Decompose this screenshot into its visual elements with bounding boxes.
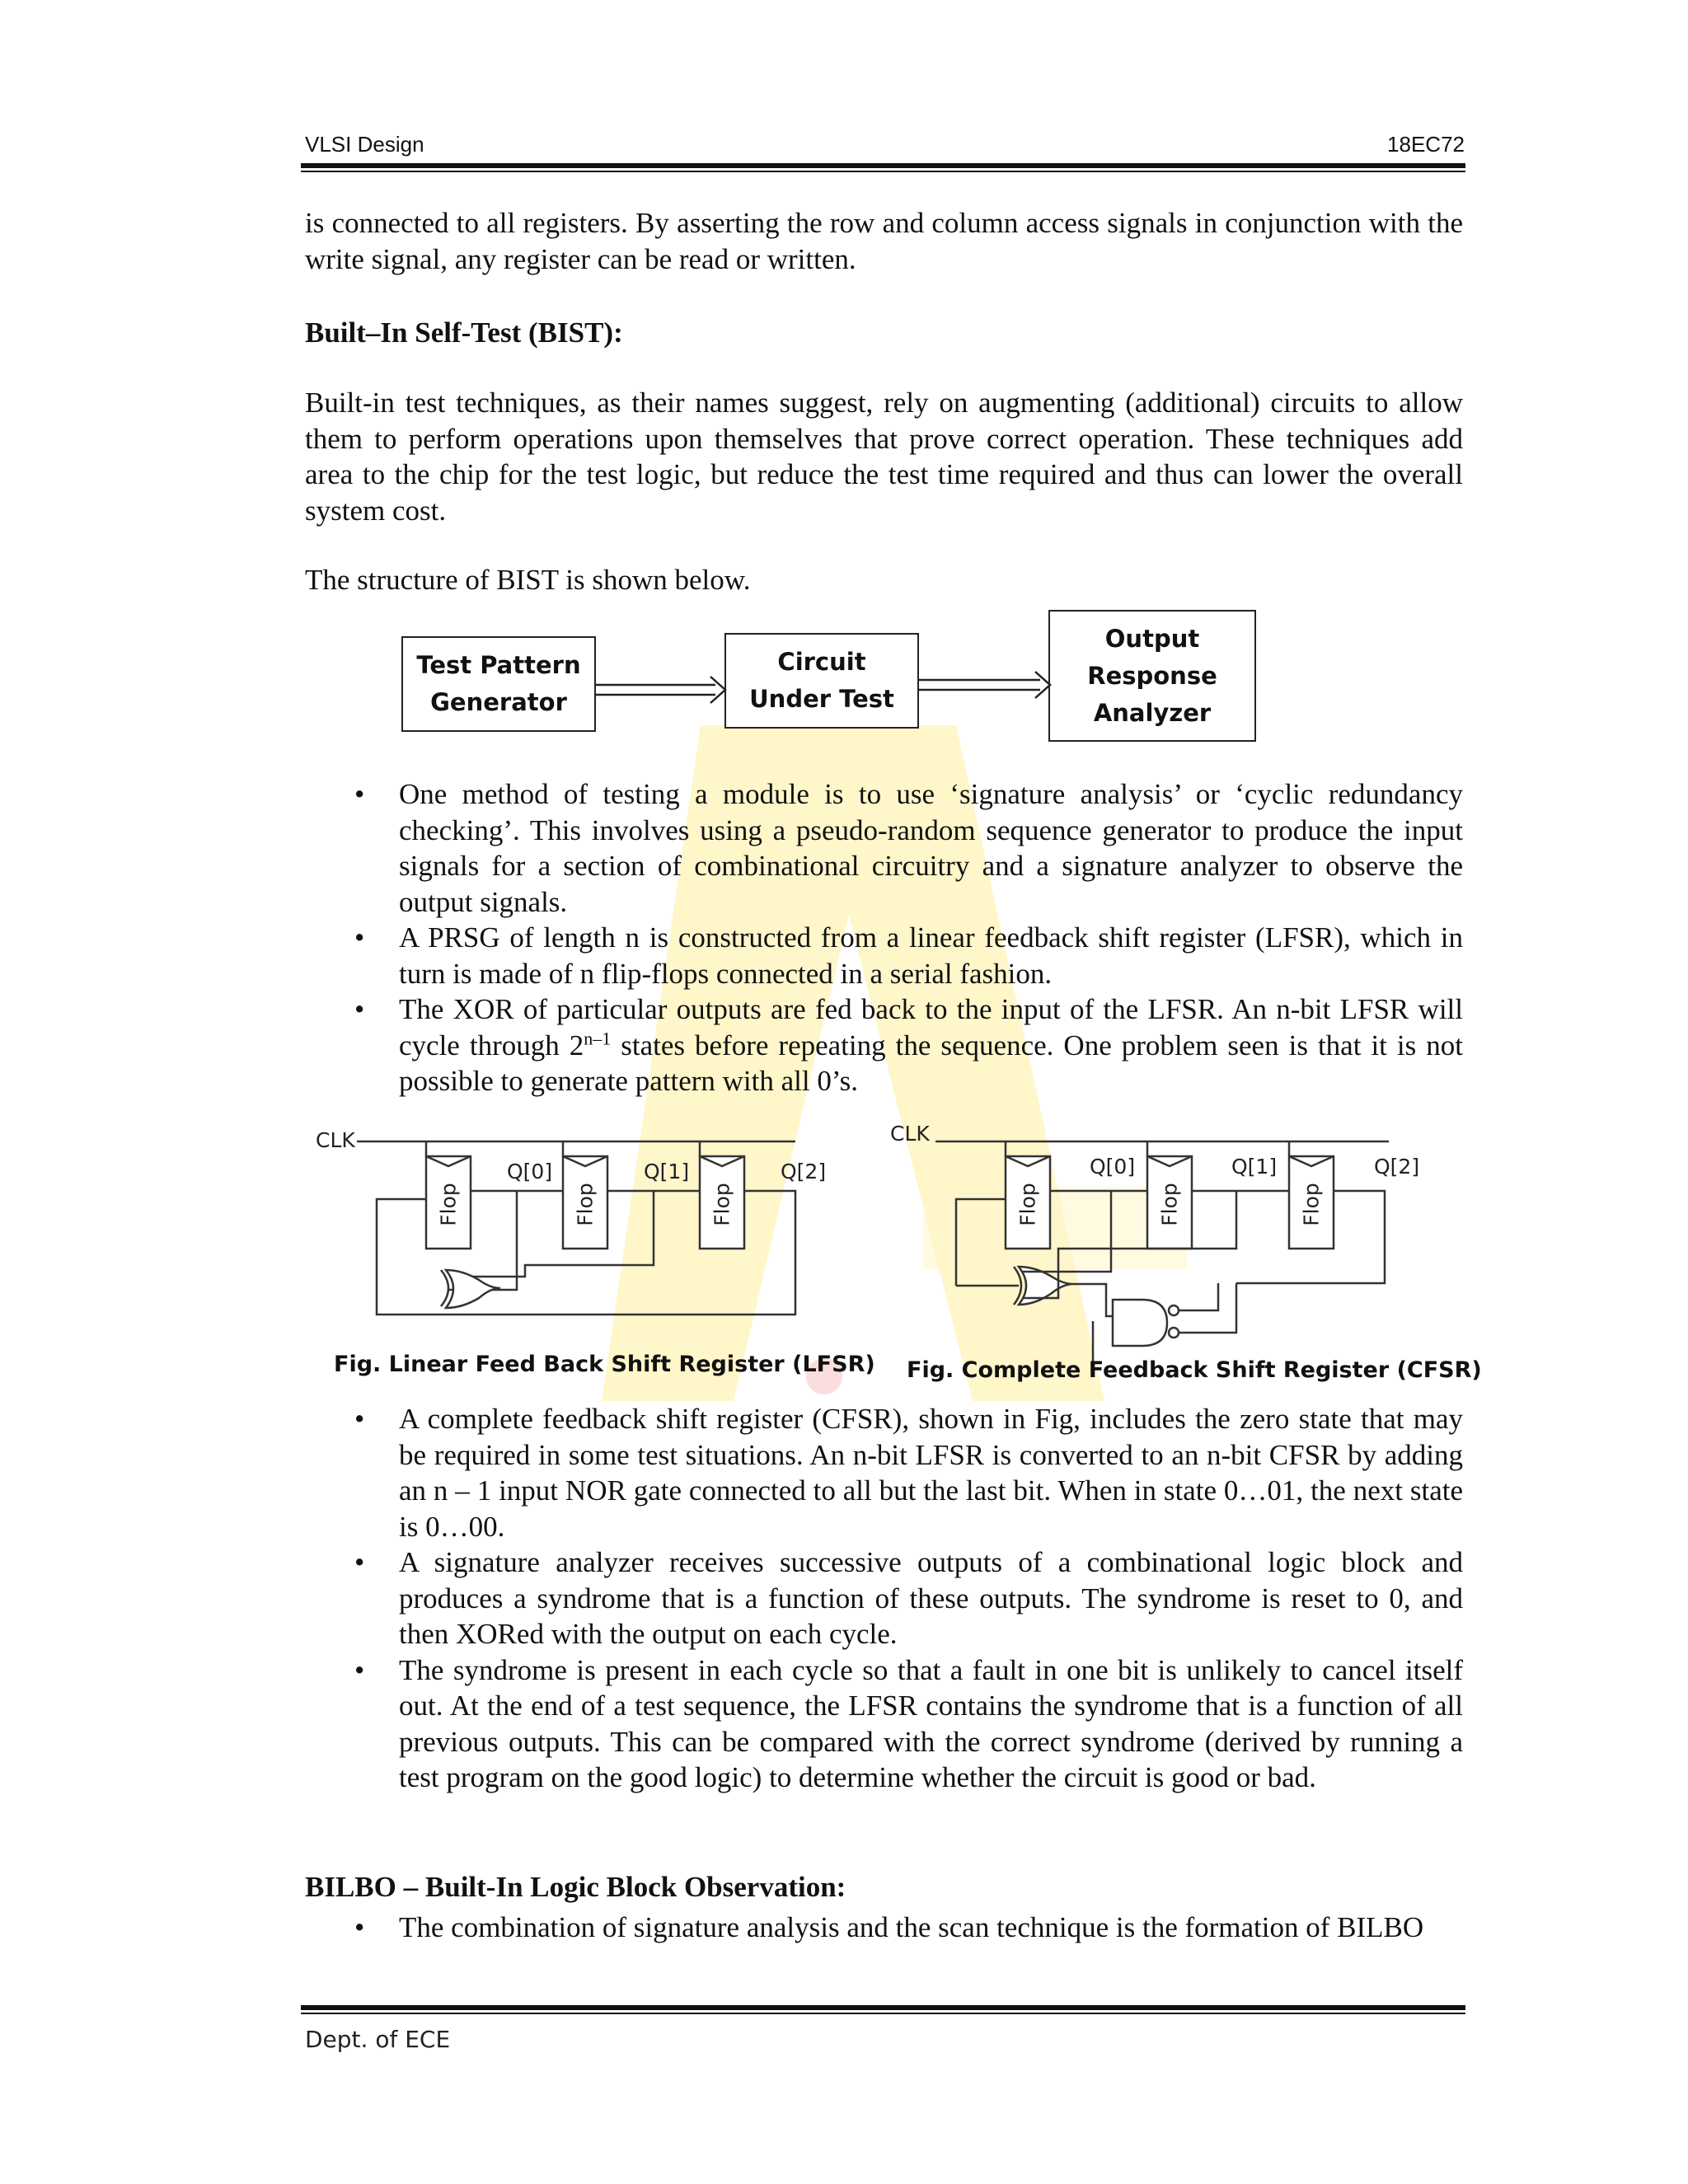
- lfsr-labels: [309, 1117, 845, 1331]
- cfsr-q0-label: Q[0]: [1090, 1155, 1136, 1179]
- lfsr-q2-label: Q[2]: [781, 1160, 827, 1183]
- cfsr-flop-2-label: Flop: [1299, 1183, 1324, 1226]
- lfsr-flop-2-label: Flop: [710, 1183, 734, 1226]
- intro-text: is connected to all registers. By asserting the row and column access signals in conjunction with the write signal, any register can be read or written.: [305, 207, 1463, 275]
- bilbo-bullets: [305, 1910, 1463, 1946]
- bist-structure-text: The structure of BIST is shown below.: [305, 564, 751, 596]
- tpg-label-2: Generator: [430, 688, 567, 716]
- block-arrows: [0, 0, 1688, 824]
- cfsr-clk-label: CLK: [890, 1122, 930, 1146]
- bist-bullets: [305, 776, 1463, 1099]
- tpg-label-1: Test Pattern: [416, 651, 581, 679]
- bullet-prsg: • A PRSG of length n is constructed from a linear feedback shift register (LFSR), which in turn is made of n flip-flops connected in a serial fashion.: [305, 920, 1463, 991]
- ora-label-3: Analyzer: [1093, 698, 1212, 727]
- cfsr-caption: Fig. Complete Feedback Shift Register (CFSR): [907, 1357, 1482, 1383]
- bullet-cfsr: • A complete feedback shift register (CFSR), shown in Fig, includes the zero state that may be required in some test situations. An n-bit LFSR is converted to an n-bit CFSR by adding an n – 1 input NOR gate connected to all but the last bit. When in state 0…01, the next state is 0…00.: [305, 1401, 1463, 1544]
- bullet-signature-analyzer: • A signature analyzer receives successive outputs of a combinational logic block and produces a syndrome that is a function of these outputs. The syndrome is reset to 0, and then XORed with the output on each cycle.: [305, 1544, 1463, 1652]
- footer-rule-thick: [301, 2005, 1465, 2010]
- lfsr-flop-1-label: Flop: [573, 1183, 598, 1226]
- bullet-bilbo: • The combination of signature analysis and the scan technique is the formation of BILBO: [305, 1910, 1463, 1946]
- cfsr-bullets: [305, 1401, 1463, 1796]
- cut-label-1: Circuit: [777, 648, 866, 676]
- cfsr-q1-label: Q[1]: [1231, 1155, 1278, 1179]
- bilbo-heading: BILBO – Built-In Logic Block Observation:: [305, 1871, 846, 1903]
- cfsr-labels: [890, 1117, 1418, 1364]
- bullet-xor-superscript: n–1: [584, 1027, 612, 1048]
- lfsr-caption: Fig. Linear Feed Back Shift Register (LFSR): [334, 1352, 875, 1377]
- bist-heading: Built–In Self-Test (BIST):: [305, 316, 623, 349]
- lfsr-q0-label: Q[0]: [507, 1160, 553, 1183]
- lfsr-flop-0-label: Flop: [436, 1183, 461, 1226]
- cfsr-flop-0-label: Flop: [1015, 1183, 1040, 1226]
- lfsr-clk-label: CLK: [316, 1128, 355, 1152]
- cut-label-2: Under Test: [749, 685, 894, 713]
- bullet-syndrome: • The syndrome is present in each cycle so that a fault in one bit is unlikely to cancel itself out. At the end of a test sequence, the LFSR contains the syndrome that is a function of all previous outputs. This can be compared with the correct syndrome (derived by running a test program on the good logic) to determine whether the circuit is good or bad.: [305, 1652, 1463, 1796]
- bullet-xor-text-1: The XOR of particular outputs are fed back to the input of the LFSR. An n-bit LFSR will cycle through 2: [399, 993, 1463, 1062]
- ora-label-1: Output: [1104, 624, 1200, 653]
- cfsr-flop-1-label: Flop: [1157, 1183, 1182, 1226]
- footer-rule-thin: [301, 2013, 1465, 2014]
- bullet-signature-analysis: • One method of testing a module is to use ‘signature analysis’ or ‘cyclic redundancy checking’. This involves using a pseudo-random sequence generator to produce the input signals for a section of combinational circuitry and a signature analyzer to observe the output signals.: [305, 776, 1463, 920]
- bullet-xor-feedback: [305, 991, 1463, 1099]
- header-code: 18EC72: [1387, 132, 1465, 157]
- ora-label-2: Response: [1087, 661, 1217, 690]
- lfsr-q1-label: Q[1]: [644, 1160, 690, 1183]
- cfsr-q2-label: Q[2]: [1374, 1155, 1420, 1179]
- bullet-xor-text-2: states before repeating the sequence. One problem seen is that it is not possible to generate pattern with all 0’s.: [399, 1029, 1463, 1097]
- bist-paragraph-text: Built-in test techniques, as their names suggest, rely on augmenting (additional) circuits to allow them to perform operations upon themselves that prove correct operation. These techniques add area to the chip for the test logic, but reduce the test time required and thus can lower the overall system cost.: [305, 387, 1463, 527]
- footer-dept: Dept. of ECE: [305, 2026, 451, 2053]
- header-course: VLSI Design: [305, 132, 424, 157]
